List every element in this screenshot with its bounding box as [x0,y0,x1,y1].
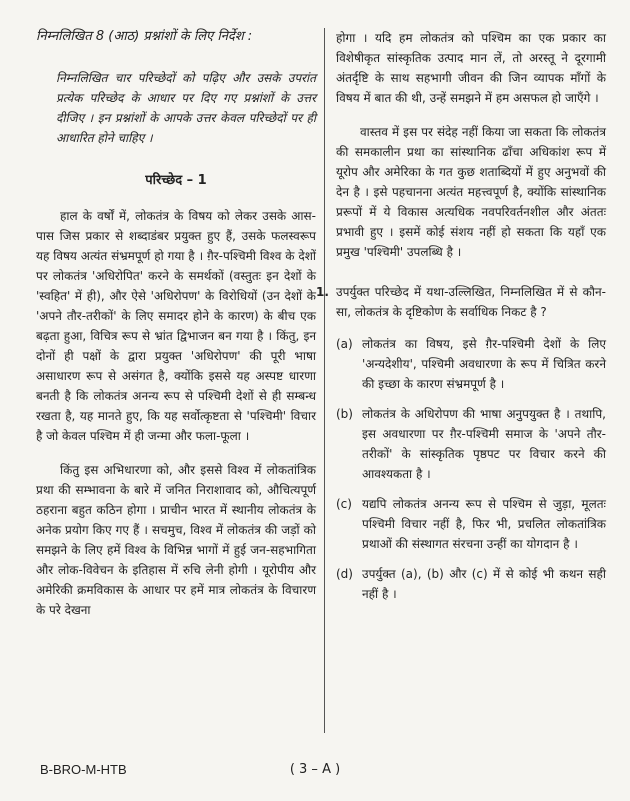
option-text: लोकतंत्र के अधिरोपण की भाषा अनुपयुक्त है । तथापि, इस अवधारणा पर ग़ैर-पश्चिमी समाज के 'अपने तौर-तरीकों' के सांस्कृतिक पृष्ठपट पर विचार करने की आवश्यकता है । [362,407,606,481]
question-number: 1. [316,285,329,299]
option-d[interactable] [336,564,606,604]
left-column [36,28,316,634]
passage-paragraph: किंतु इस अभिधारणा को, और इससे विश्व में लोकतांत्रिक प्रथा की सम्भावना के बारे में जनित निराशावाद को, औचित्यपूर्ण ठहराना बहुत कठिन होगा । प्राचीन भारत में स्थानीय लोकतंत्र के अनेक प्रयोग किए गए हैं । सचमुच, विश्व में लोकतंत्र की जड़ों को समझने के लिए हमें विश्व के विभिन्न भागों में हुई जन-सहभागिता और लोक-विवेचन के इतिहास में रुचि लेनी होगी । यूरोपीय और अमेरिकी क्रमविकास के आधार पर हमें मात्र लोकतंत्र के विचारण के परे देखना [36,463,316,617]
option-label: (c) [336,497,352,511]
passage-paragraph: वास्तव में इस पर संदेह नहीं किया जा सकता कि लोकतंत्र की समकालीन प्रथा का सांस्थानिक ढाँचा अधिकांश रूप में यूरोप और अमेरिका के गत कुछ शताब्दियों में हुए अनुभवों की देन है । इसे पहचानना अत्यंत महत्त्वपूर्ण है, क्योंकि सांस्थानिक प्ररूपों में ये विकास अत्यधिक नवपरिवर्तनशील और अंततः प्रभावी हुए । इसमें कोई संशय नहीं हो सकता कि यहाँ एक प्रमुख 'पश्चिमी' उपलब्धि है । [336,125,606,259]
option-b[interactable] [336,404,606,484]
option-c[interactable] [336,494,606,554]
passage-paragraph: हाल के वर्षों में, लोकतंत्र के विषय को लेकर उसके आस-पास जिस प्रकार से शब्दाडंबर प्रयुक्त हुए हैं, उसके फलस्वरूप यह विषय अत्यंत संभ्रमपूर्ण हो गया है । ग़ैर-पश्चिमी विश्व के देशों पर लोकतंत्र 'अधिरोपित' करने के समर्थकों (वस्तुतः इन देशों के 'स्वहित' में ही), और ऐसे 'अधिरोपण' के विरोधियों (उन देशों के 'अपने तौर-तरीकों' के लिए समादर होने के कारण) के बीच एक बढ़ता हुआ, विचित्र रूप से भ्रांत द्विभाजन बन गया है । किंतु, इन दोनों ही पक्षों के द्वारा प्रयुक्त 'अधिरोपण' की पूरी भाषा असाधारण रूप से असंगत है, क्योंकि इससे यह अस्पष्ट धारणा बनती है कि लोकतंत्र अनन्य रूप से पश्चिमी देशों से ही सम्बन्ध रखता है, यह मानते हुए, कि यह सर्वोत्कृष्टता से 'पश्चिमी' विचार है जो केवल पश्चिम में ही जन्मा और फला-फूला । [36,209,316,443]
booklet-code: B-BRO-M-HTB [40,762,127,777]
question-1 [316,282,606,604]
right-column [316,28,606,614]
option-text: यद्यपि लोकतंत्र अनन्य रूप से पश्चिम से जुड़ा, मूलतः पश्चिमी विचार नहीं है, फिर भी, प्रचलित लोकतांत्रिक प्रथाओं की संस्थागत संरचना उन्हीं का योगदान है । [362,497,606,551]
passage-paragraph: होगा । यदि हम लोकतंत्र को पश्चिम का एक प्रकार का विशेषीकृत सांस्कृतिक उत्पाद मान लें, तो अरस्तू ने दूरगामी अंतर्दृष्टि के साथ सहभागी जीवन की जिन व्यापक माँगों के विषय में बात की थी, उन्हें समझने में हम असफल हो जाएँगे । [336,31,606,105]
option-a[interactable] [336,334,606,394]
page-number: ( 3 – A ) [289,762,341,777]
option-label: (b) [336,407,353,421]
question-text: उपर्युक्त परिच्छेद में यथा-उल्लिखित, निम्नलिखित में से कौन-सा, लोकतंत्र के दृष्टिकोण के सर्वाधिक निकट है ? [336,285,606,319]
option-text: लोकतंत्र का विषय, इसे ग़ैर-पश्चिमी देशों के लिए 'अन्यदेशीय', पश्चिमी अवधारणा के रूप में चित्रित करने की इच्छा के कारण संभ्रमपूर्ण है । [362,337,606,391]
option-label: (a) [336,337,353,351]
column-divider [324,28,325,733]
directions-heading: निम्नलिखित 8 (आठ) प्रश्नांशों के लिए निर्देश : [36,29,253,44]
passage-title: परिच्छेद – 1 [145,173,207,188]
option-label: (d) [336,567,353,581]
directions-text: निम्नलिखित चार परिच्छेदों को पढ़िए और उसके उपरांत प्रत्येक परिच्छेद के आधार पर दिए गए प्रश्नांशों के उत्तर दीजिए । इन प्रश्नांशों के आपके उत्तर केवल परिच्छेदों पर ही आधारित होने चाहिए । [56,71,316,145]
option-text: उपर्युक्त (a), (b) और (c) में से कोई भी कथन सही नहीं है । [362,567,606,601]
